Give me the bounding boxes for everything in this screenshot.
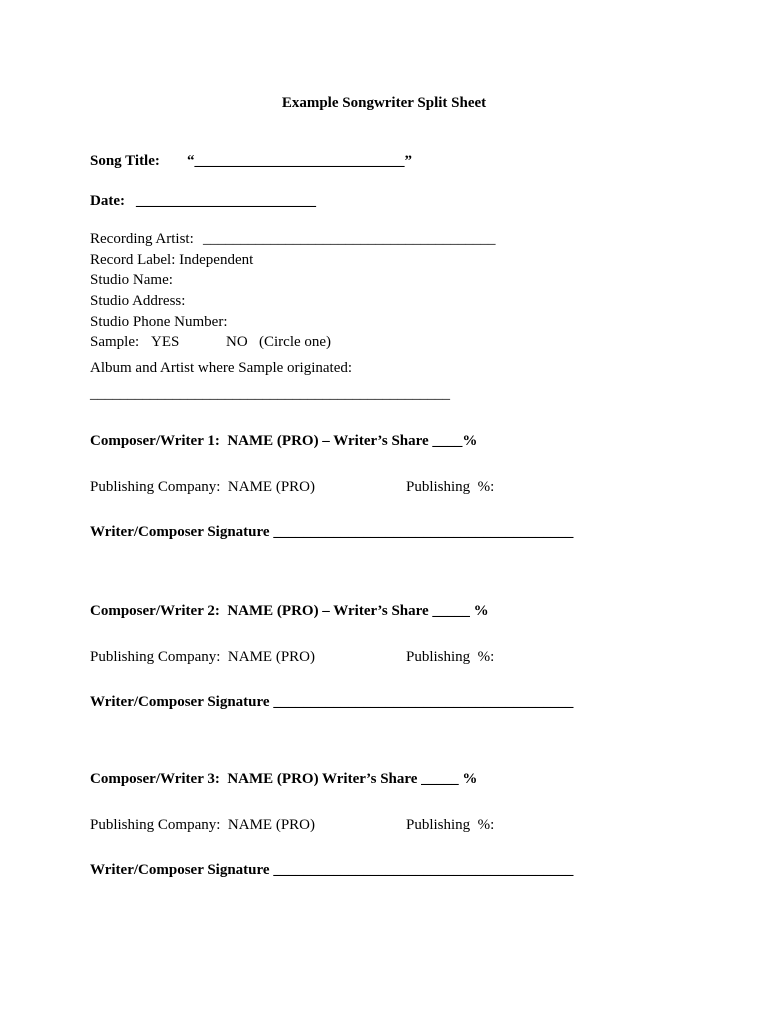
song-title-label: Song Title: (90, 153, 160, 169)
date-label: Date: (90, 193, 125, 209)
writer-1-publishing-company: Publishing Company: NAME (PRO) (90, 479, 316, 495)
studio-name-line: Studio Name: (90, 272, 173, 288)
recording-artist-label: Recording Artist: (90, 231, 194, 247)
writer-3-publishing-company: Publishing Company: NAME (PRO) (90, 817, 316, 833)
document-title: Example Songwriter Split Sheet (281, 95, 487, 111)
album-artist-sample-label: Album and Artist where Sample originated: (90, 360, 353, 376)
writer-2-publishing-company: Publishing Company: NAME (PRO) (90, 649, 316, 665)
writer-2-publishing-percent: Publishing %: (406, 649, 495, 665)
writer-2-heading: Composer/Writer 2: NAME (PRO) – Writer’s Share _____ % (90, 603, 489, 619)
writer-1-publishing-percent: Publishing %: (406, 479, 495, 495)
studio-address-line: Studio Address: (90, 293, 186, 309)
sample-yes: YES (151, 334, 180, 350)
recording-artist-blank: _______________________________________ (203, 231, 496, 247)
record-label-line: Record Label: Independent (90, 252, 254, 268)
sample-note: (Circle one) (259, 334, 332, 350)
writer-1-signature: Writer/Composer Signature ________________________________________ (90, 524, 574, 540)
album-artist-sample-blank: ________________________________________________ (90, 386, 450, 402)
writer-3-signature: Writer/Composer Signature ________________________________________ (90, 862, 574, 878)
studio-phone-line: Studio Phone Number: (90, 314, 228, 330)
writer-3-publishing-percent: Publishing %: (406, 817, 495, 833)
writer-2-signature: Writer/Composer Signature ________________________________________ (90, 694, 574, 710)
song-title-blank: “____________________________” (187, 153, 412, 169)
date-blank: ________________________ (136, 193, 316, 209)
sample-no: NO (226, 334, 248, 350)
writer-3-heading: Composer/Writer 3: NAME (PRO) Writer’s Share _____ % (90, 771, 478, 787)
sample-label: Sample: (90, 334, 140, 350)
writer-1-heading: Composer/Writer 1: NAME (PRO) – Writer’s Share ____% (90, 433, 478, 449)
